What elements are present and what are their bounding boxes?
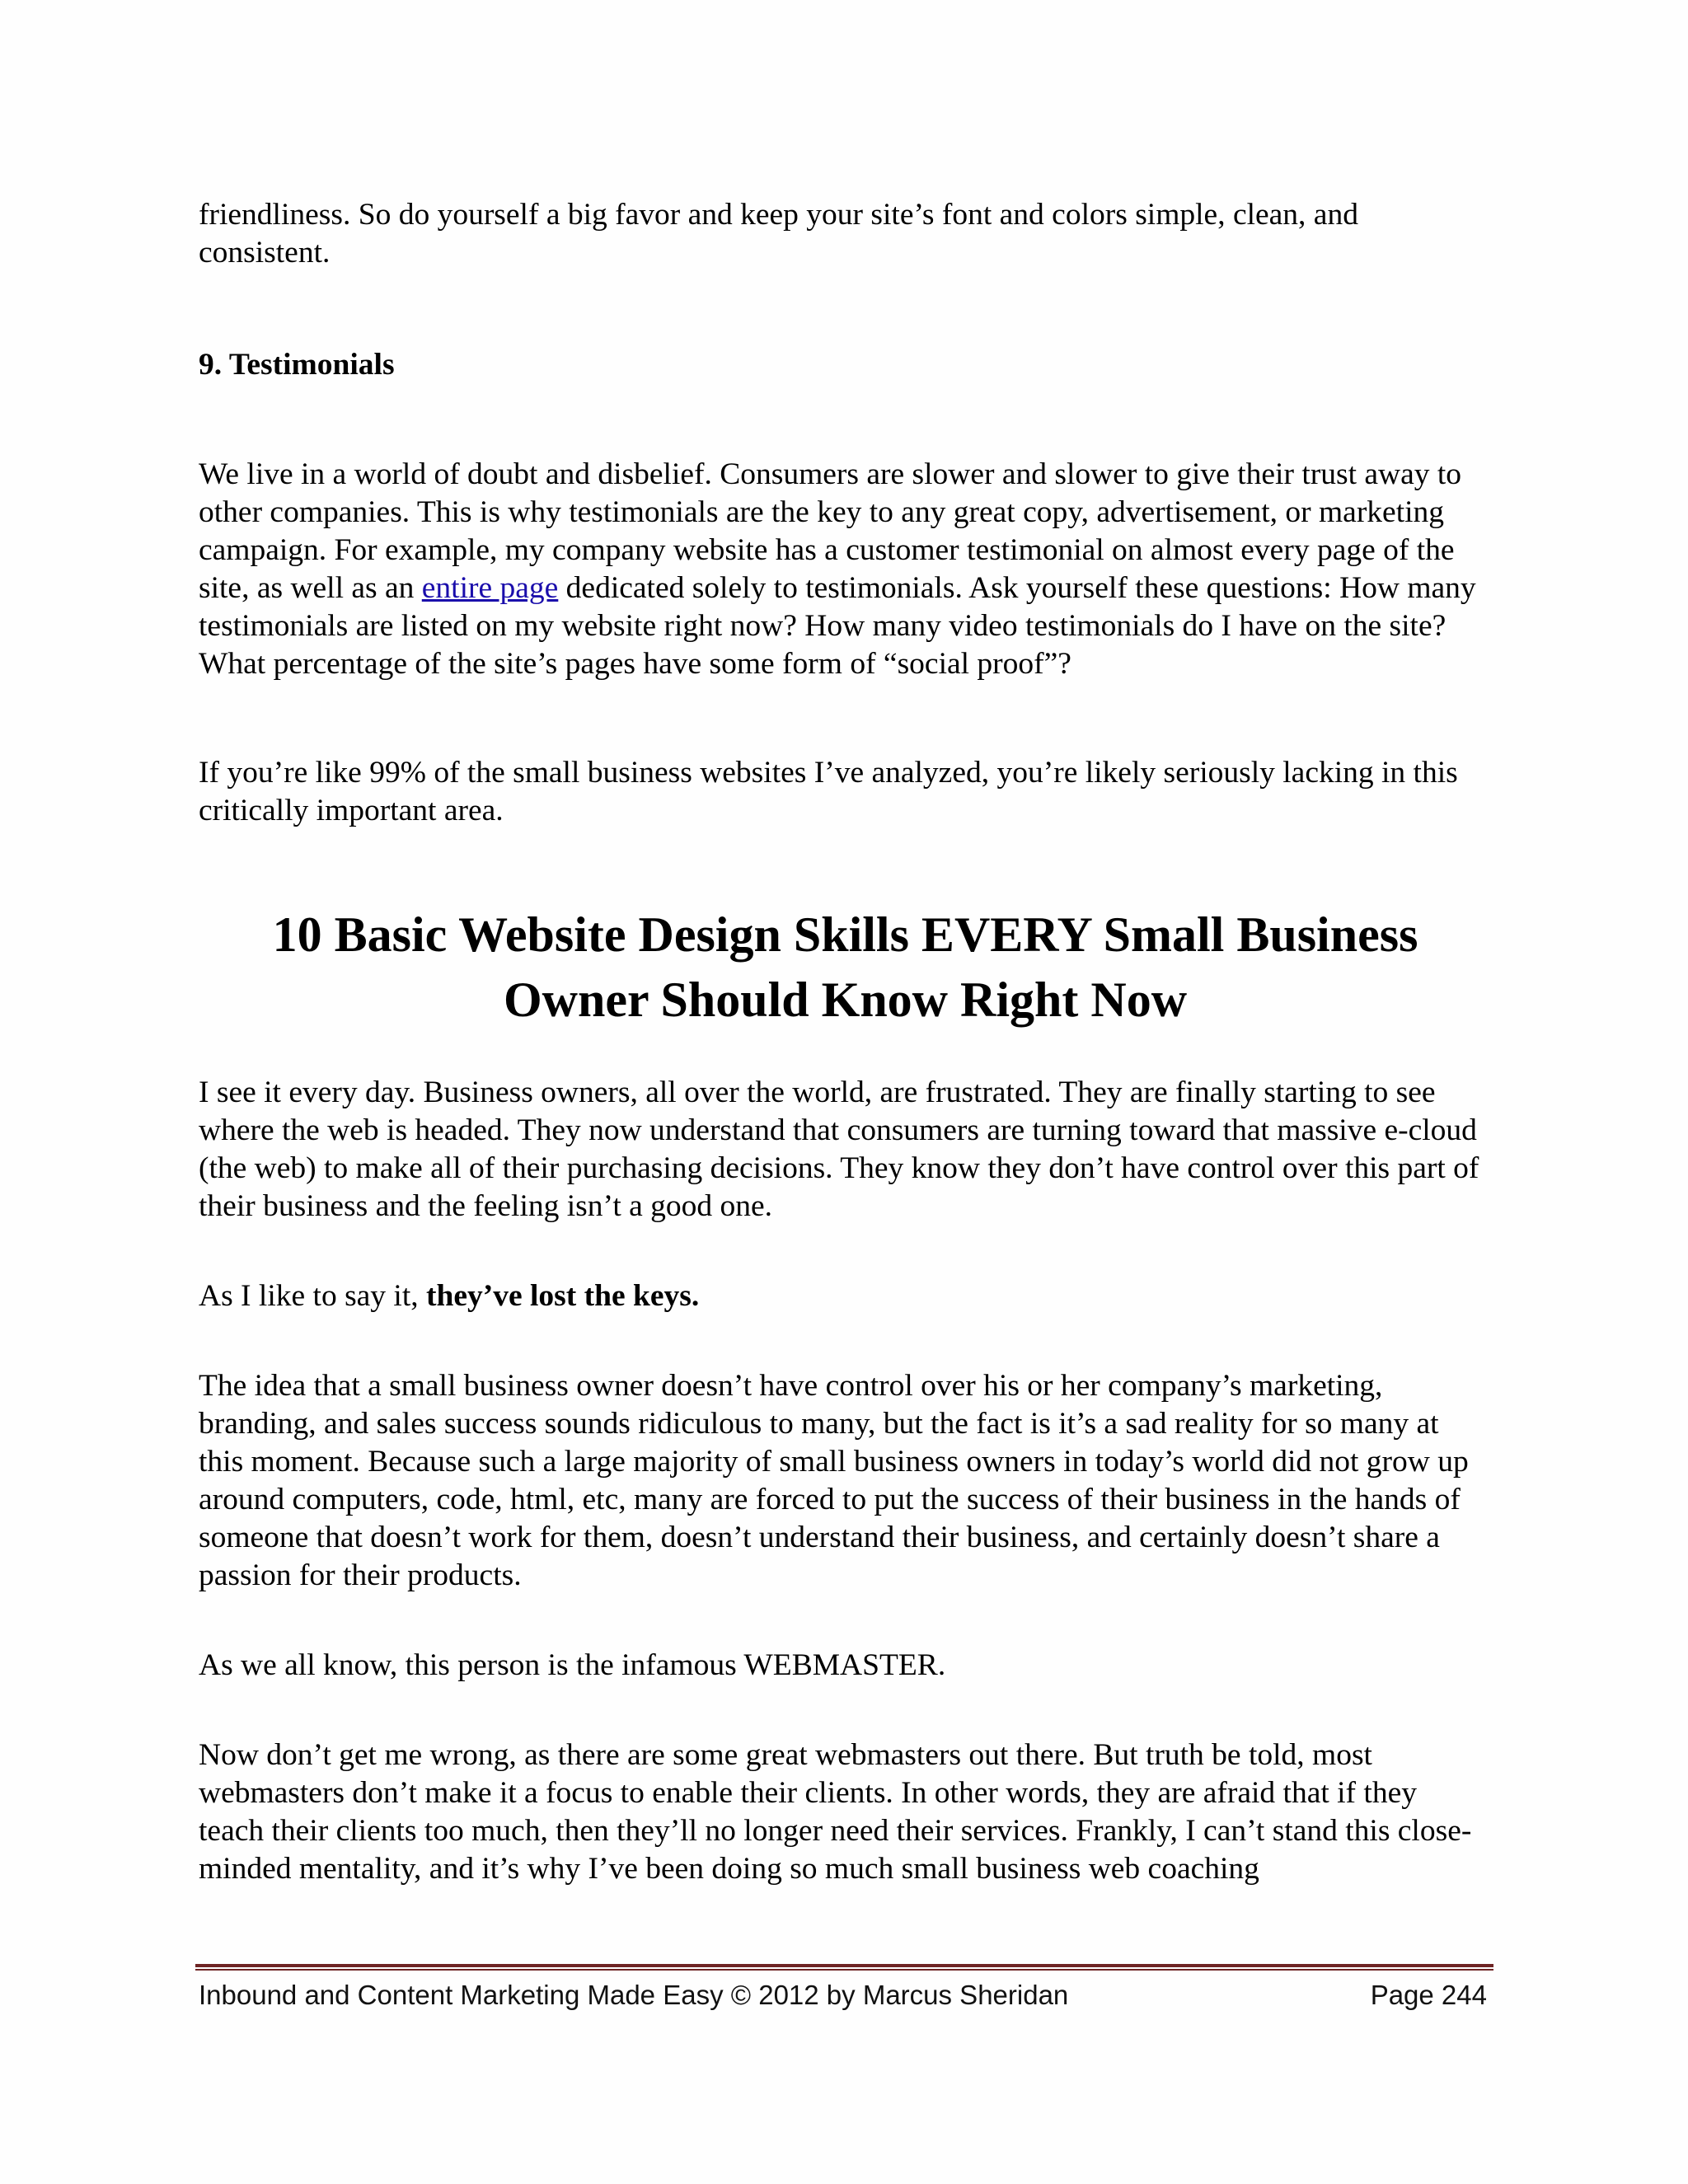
body-paragraph-4: As we all know, this person is the infamous WEBMASTER. [199,1648,946,1682]
page-content [199,196,1489,1888]
testimonials-paragraph-2: If you’re like 99% of the small business websites I’ve analyzed, you’re likely seriously lacking in this critically important area. [199,756,1458,827]
body-paragraph-1: I see it every day. Business owners, all over the world, are frustrated. They are finally starting to see where the web is headed. They now understand that consumers are turning toward that massive e-cloud (the web) to make all of their purchasing decisions. They know they don’t have control over this part of their business and the feeling isn’t a good one. [199,1076,1479,1223]
testimonials-paragraph-1 [199,456,1489,683]
footer-book-title: Inbound and Content Marketing Made Easy © 2012 by Marcus Sheridan [199,1980,1069,2010]
chapter-heading: 10 Basic Website Design Skills EVERY Small Business Owner Should Know Right Now [272,907,1418,1027]
footer-page-number: Page 244 [1370,1980,1487,2010]
testimonials-text-after-link: dedicated solely to testimonials. Ask yourself these questions: How many testimonials are listed on my website right now? How many video testimonials do I have on the site? What percentage of the site’s pages have some form of “social proof”? [199,571,1476,681]
section-heading-testimonials: 9. Testimonials [199,348,395,382]
body-paragraph-2 [199,1277,1489,1315]
footer-divider [195,1964,1493,1971]
body-paragraph-2-bold: they’ve lost the keys. [426,1279,700,1313]
body-paragraph-5: Now don’t get me wrong, as there are some great webmasters out there. But truth be told, most webmasters don’t make it a focus to enable their clients. In other words, they are afraid that if they teach their clients too much, then they’ll no longer need their services. Frankly, I can’t stand this close-minded mentality, and it’s why I’ve been doing so much small business web coaching [199,1738,1472,1886]
entire-page-link[interactable]: entire page [421,571,559,605]
testimonials-text-before-link: We live in a world of doubt and disbelief. Consumers are slower and slower to give their trust away to other companies. This is why testimonials are the key to any great copy, advertisement, or marketing campaign. For example, my company website has a customer testimonial on almost every page of the site, as well as an [199,457,1462,605]
body-paragraph-3: The idea that a small business owner doesn’t have control over his or her company’s marketing, branding, and sales success sounds ridiculous to many, but the fact is it’s a sad reality for so many at this moment. Because such a large majority of small business owners in today’s world did not grow up around computers, code, html, etc, many are forced to put the success of their business in the hands of someone that doesn’t work for them, doesn’t understand their business, and certainly doesn’t share a passion for their products. [199,1369,1469,1592]
intro-paragraph: friendliness. So do yourself a big favor and keep your site’s font and colors simple, clean, and consistent. [199,198,1358,269]
body-paragraph-2-normal: As I like to say it, [199,1279,427,1313]
